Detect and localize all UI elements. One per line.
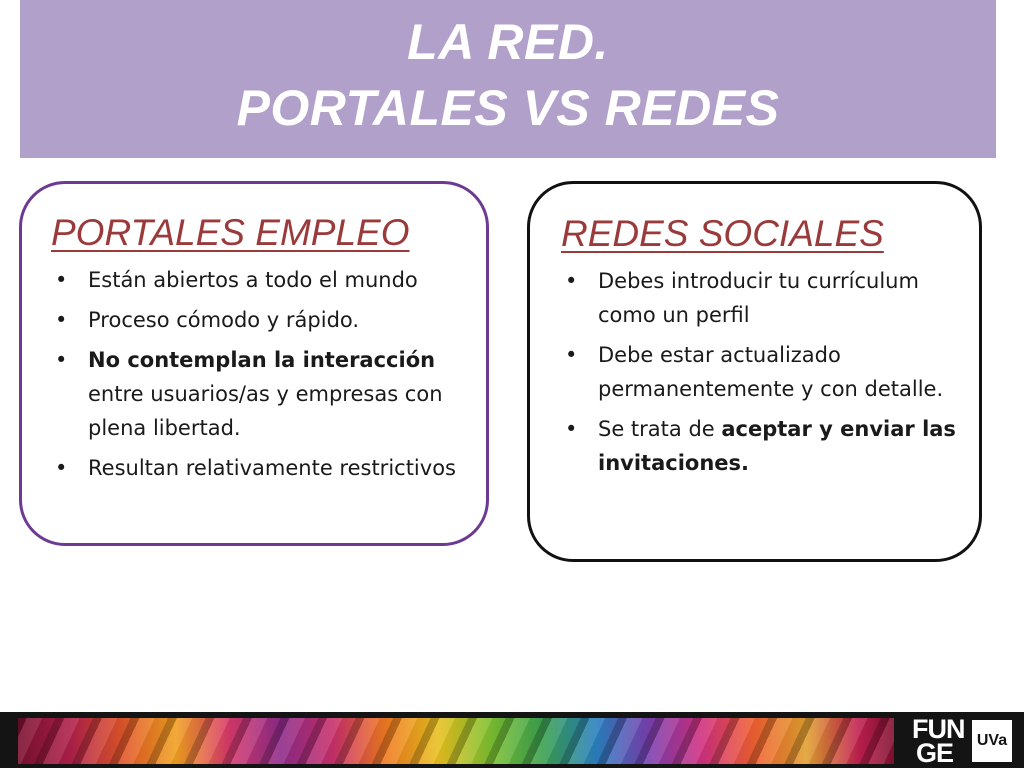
bullet-text: Debes introducir tu currículum como un perfil	[598, 269, 919, 327]
bullet-icon: •	[55, 348, 68, 372]
bullet-icon: •	[565, 417, 578, 441]
redes-sociales-heading: REDES SOCIALES	[561, 213, 884, 254]
list-item	[558, 412, 968, 480]
bullet-icon: •	[55, 456, 68, 480]
list-item	[48, 451, 468, 485]
decorative-facets	[18, 718, 894, 764]
bullet-text: Proceso cómodo y rápido.	[88, 308, 360, 332]
bullet-icon: •	[565, 269, 578, 293]
redes-sociales-list	[558, 264, 968, 486]
uva-logo: UVa	[972, 720, 1012, 762]
list-item	[48, 303, 468, 337]
bullet-text: Se trata de	[598, 417, 722, 441]
title-banner	[20, 0, 996, 158]
bullet-icon: •	[55, 268, 68, 292]
portales-empleo-heading: PORTALES EMPLEO	[51, 212, 410, 253]
bullet-text: Debe estar actualizado permanentemente y con detalle.	[598, 343, 944, 401]
funge-logo-line-2: GE	[916, 738, 954, 768]
list-item	[48, 263, 468, 297]
bullet-bold-text: No contemplan la interacción	[88, 348, 436, 372]
bullet-text: Resultan relativamente restrictivos	[88, 456, 456, 480]
portales-empleo-list	[48, 263, 468, 491]
bullet-text: Están abiertos a todo el mundo	[88, 268, 418, 292]
slide-title-line-1: LA RED.	[407, 14, 609, 70]
bullet-text: entre usuarios/as y empresas con plena libertad.	[88, 382, 443, 440]
bullet-icon: •	[55, 308, 68, 332]
list-item	[558, 338, 968, 406]
funge-logo	[912, 714, 972, 768]
bullet-icon: •	[565, 343, 578, 367]
list-item	[48, 343, 468, 445]
funge-logo-line-1: FUN	[912, 714, 965, 744]
bullet-bold-text: aceptar y enviar las invitaciones.	[598, 417, 956, 475]
slide-title-line-2: PORTALES VS REDES	[236, 80, 780, 136]
decorative-color-strip	[18, 718, 894, 764]
redes-sociales-card	[527, 181, 982, 562]
portales-empleo-card	[19, 181, 489, 546]
list-item	[558, 264, 968, 332]
